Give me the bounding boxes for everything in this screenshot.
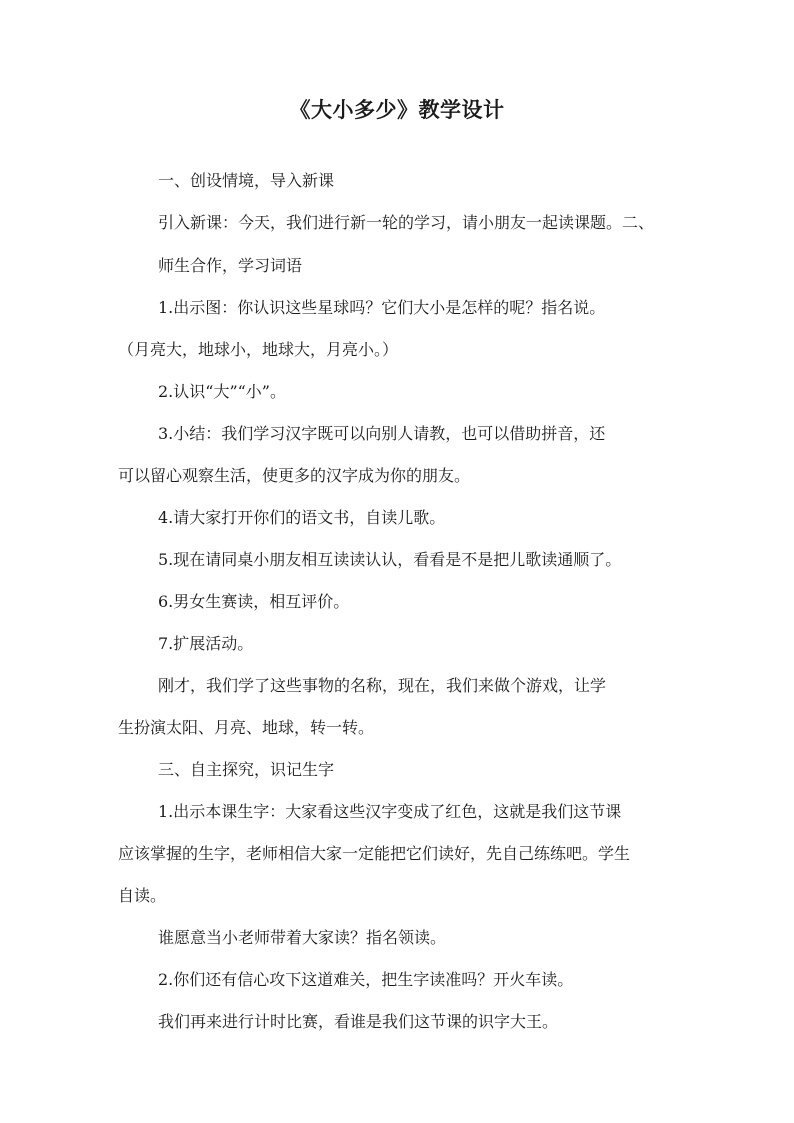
- paragraph-line: 7.扩展活动。: [158, 634, 254, 653]
- paragraph-line: 1.出示本课生字：大家看这些汉字变成了红色，这就是我们这节课: [158, 802, 622, 821]
- paragraph-line: 4.请大家打开你们的语文书，自读儿歌。: [158, 508, 446, 527]
- paragraph-line: （月亮大，地球小，地球大，月亮小。）: [118, 340, 399, 359]
- section-heading-2: 师生合作，学习词语: [158, 256, 303, 275]
- paragraph-line: 谁愿意当小老师带着大家读？指名领读。: [158, 928, 447, 947]
- paragraph-line: 1.出示图：你认识这些星球吗？它们大小是怎样的呢？指名说。: [158, 298, 606, 317]
- paragraph-line: 2.你们还有信心攻下这道难关，把生字读准吗？开火车读。: [158, 970, 574, 989]
- section-heading-3: 三、自主探究，识记生字: [158, 760, 335, 779]
- section-heading-1: 一、创设情境，导入新课: [158, 171, 335, 190]
- paragraph-line: 自读。: [118, 886, 167, 905]
- paragraph-line: 生扮演太阳、月亮、地球，转一转。: [118, 718, 375, 737]
- paragraph-line: 3.小结：我们学习汉字既可以向别人请教，也可以借助拼音，还: [158, 424, 606, 443]
- document-title: 《大小多少》教学设计: [289, 97, 505, 122]
- paragraph-line: 引入新课：今天，我们进行新一轮的学习，请小朋友一起读课题。二、: [158, 213, 655, 232]
- paragraph-line: 5.现在请同桌小朋友相互读读认认，看看是不是把儿歌读通顺了。: [158, 550, 622, 569]
- paragraph-line: 我们再来进行计时比赛，看谁是我们这节课的识字大王。: [158, 1012, 559, 1031]
- paragraph-line: 应该掌握的生字，老师相信大家一定能把它们读好，先自己练练吧。学生: [118, 844, 631, 863]
- paragraph-line: 可以留心观察生活，使更多的汉字成为你的朋友。: [118, 466, 471, 485]
- paragraph-line: 2.认识“大”“小”。: [158, 382, 286, 401]
- paragraph-line: 刚才，我们学了这些事物的名称，现在，我们来做个游戏，让学: [158, 676, 607, 695]
- paragraph-line: 6.男女生赛读，相互评价。: [158, 592, 350, 611]
